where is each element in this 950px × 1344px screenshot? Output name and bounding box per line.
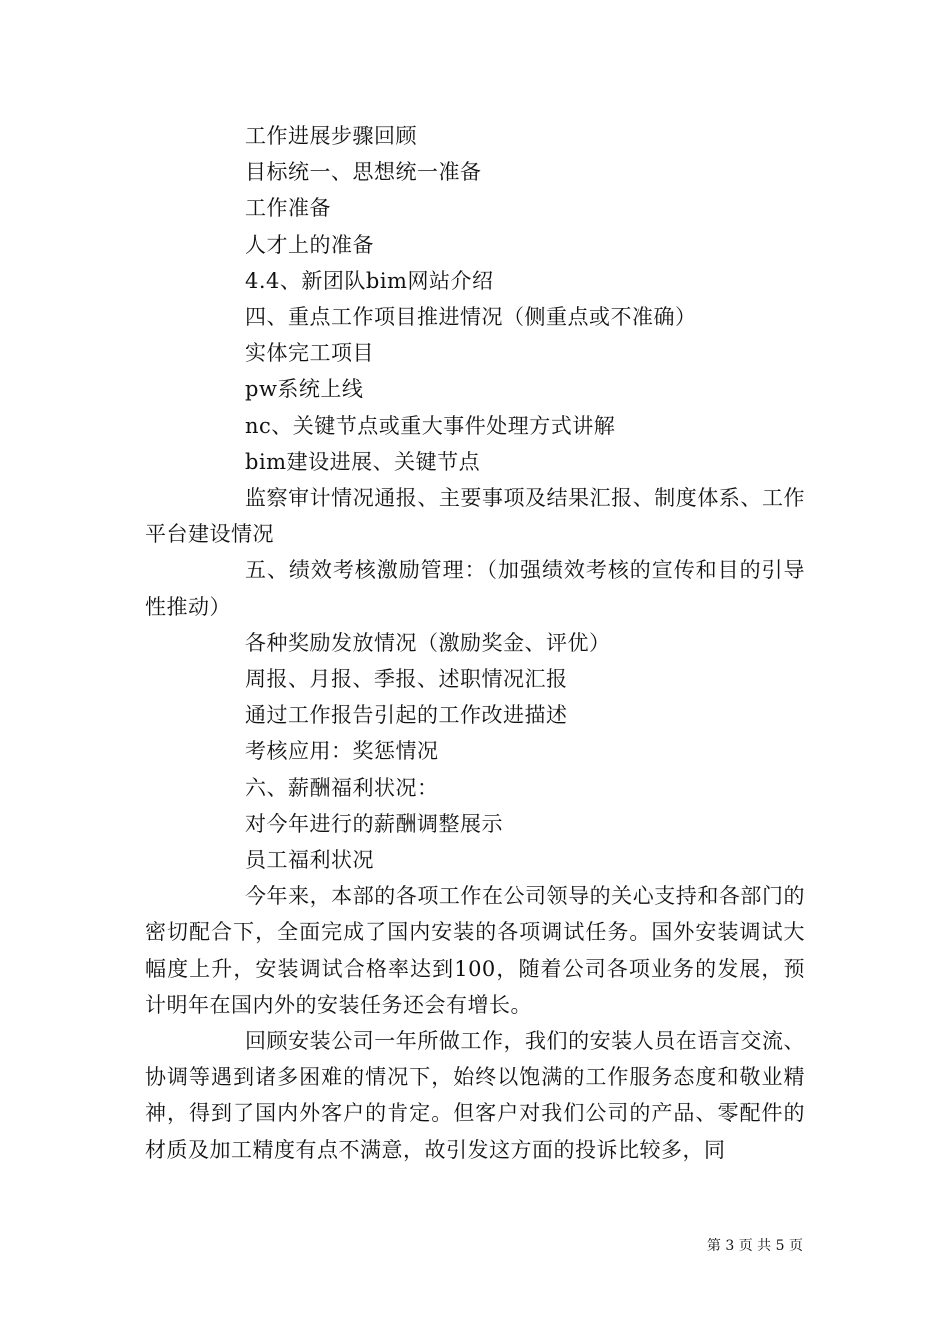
paragraph: pw系统上线: [245, 377, 364, 402]
document-body: [145, 118, 805, 1168]
paragraph: 回顾安装公司一年所做工作，我们的安装人员在语言交流、协调等遇到诸多困难的情况下，始终以饱满的工作服务态度和敬业精神，得到了国内外客户的肯定。但客户对我们公司的产品、零配件的材质及加工精度有点不满意，故引发这方面的投诉比较多，同: [145, 1029, 805, 1162]
paragraph: 各种奖励发放情况（激励奖金、评优）: [245, 630, 611, 655]
paragraph: 今年来，本部的各项工作在公司领导的关心支持和各部门的密切配合下，全面完成了国内安装的各项调试任务。国外安装调试大幅度上升，安装调试合格率达到100，随着公司各项业务的发展，预计明年在国内外的安装任务还会有增长。: [145, 884, 805, 1017]
paragraph: 4.4、新团队bim网站介绍: [245, 268, 494, 293]
paragraph: bim建设进展、关键节点: [245, 449, 481, 474]
paragraph: 目标统一、思想统一准备: [245, 160, 482, 185]
section-heading: 六、薪酬福利状况：: [245, 775, 439, 800]
page-number: 第 3 页 共 5 页: [706, 1238, 803, 1254]
section-heading: 五、绩效考核激励管理：（加强绩效考核的宣传和目的引导性推动）: [145, 558, 805, 619]
paragraph: 工作准备: [245, 196, 331, 221]
paragraph: 通过工作报告引起的工作改进描述: [245, 703, 568, 728]
paragraph: 监察审计情况通报、主要事项及结果汇报、制度体系、工作平台建设情况: [145, 486, 805, 547]
paragraph: 周报、月报、季报、述职情况汇报: [245, 667, 568, 692]
paragraph: 工作进展步骤回顾: [245, 124, 417, 148]
section-heading: 四、重点工作项目推进情况（侧重点或不准确）: [245, 305, 697, 330]
paragraph: 考核应用：奖惩情况: [245, 739, 439, 764]
paragraph: 人才上的准备: [245, 232, 374, 257]
paragraph: 员工福利状况: [245, 848, 374, 873]
paragraph: nc、关键节点或重大事件处理方式讲解: [245, 413, 616, 438]
paragraph: 对今年进行的薪酬调整展示: [245, 811, 503, 836]
paragraph: 实体完工项目: [245, 341, 374, 366]
